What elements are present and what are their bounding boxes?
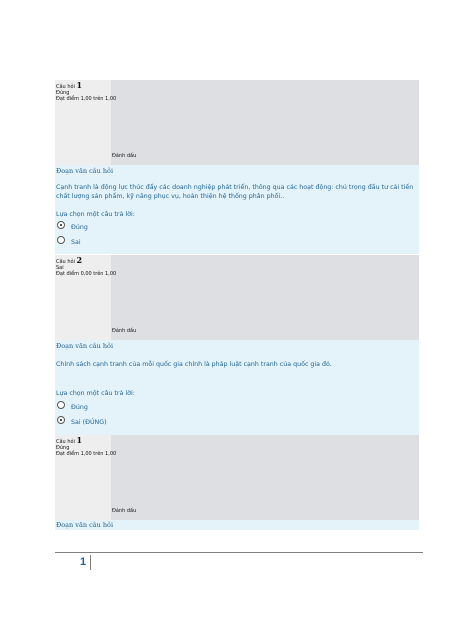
question-number: 1	[76, 435, 83, 445]
flag-question-link[interactable]: Đánh dấu	[112, 508, 137, 514]
answer-option-label: Đúng	[71, 224, 88, 231]
question-label: Câu hỏi	[56, 84, 75, 90]
radio-unselected-icon[interactable]	[57, 401, 65, 409]
answer-prompt: Lựa chọn một câu trả lời:	[56, 390, 135, 397]
question-status: Sai	[56, 265, 64, 271]
radio-unselected-icon[interactable]	[57, 236, 65, 244]
question-text-heading: Đoạn văn câu hỏi	[56, 167, 114, 175]
question-content-2	[55, 340, 419, 435]
page-number-divider	[90, 555, 91, 570]
question-number: 1	[76, 80, 83, 90]
question-label: Câu hỏi	[56, 259, 75, 265]
question-score: Đạt điểm 1,00 trên 1,00	[56, 451, 117, 457]
radio-selected-icon[interactable]	[57, 416, 65, 424]
flag-question-link[interactable]: Đánh dấu	[112, 153, 137, 159]
question-text-heading: Đoạn văn câu hỏi	[56, 521, 114, 529]
question-text: Cạnh tranh là động lực thúc đẩy các doanh nghiệp phát triển, thông qua các hoạt động: chú trọng đầu tư cải tiến chất lượng sản phẩm, kỹ năng phục vụ, hoàn thiện hệ thống phân phối..	[56, 184, 414, 200]
question-info-text	[56, 437, 116, 457]
question-status: Đúng	[56, 90, 70, 96]
question-info-text	[56, 257, 116, 277]
question-score: Đạt điểm 1,00 trên 1,00	[56, 96, 117, 102]
question-info-1	[55, 80, 419, 165]
question-content-1	[55, 165, 419, 254]
question-info-text	[56, 82, 116, 102]
page-number: 1	[80, 556, 87, 568]
question-info-3	[55, 435, 419, 520]
question-status: Đúng	[56, 445, 70, 451]
question-label: Câu hỏi	[56, 439, 75, 445]
question-number: 2	[76, 255, 83, 265]
flag-question-link[interactable]: Đánh dấu	[112, 328, 137, 334]
answer-prompt: Lựa chọn một câu trả lời:	[56, 211, 135, 218]
question-score: Đạt điểm 0,00 trên 1,00	[56, 271, 117, 277]
answer-option-label: Sai (ĐÚNG)	[71, 419, 107, 426]
question-text-heading: Đoạn văn câu hỏi	[56, 342, 114, 350]
question-content-3	[55, 520, 419, 530]
footer-divider	[55, 552, 423, 553]
question-info-2	[55, 255, 419, 340]
answer-option-label: Sai	[71, 239, 81, 246]
radio-selected-icon[interactable]	[57, 221, 65, 229]
answer-option-label: Đúng	[71, 404, 88, 411]
question-text: Chính sách cạnh tranh của mỗi quốc gia chính là pháp luật cạnh tranh của quốc gia đó.	[56, 361, 332, 368]
